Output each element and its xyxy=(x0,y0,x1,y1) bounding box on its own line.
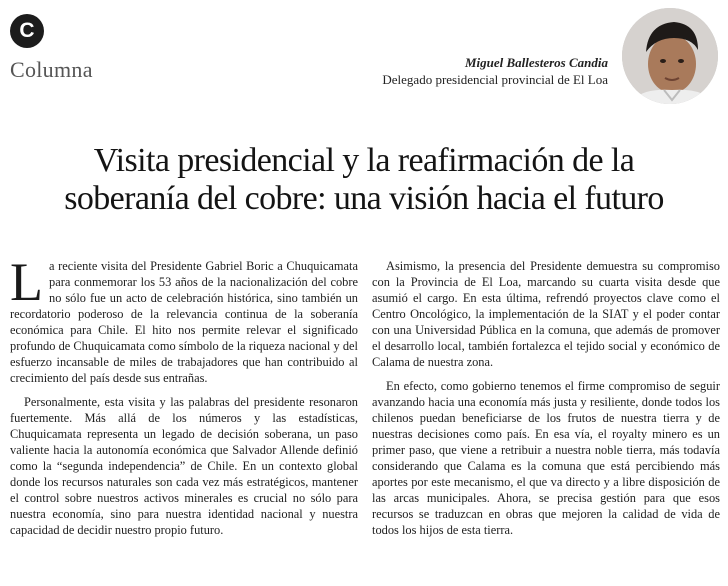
byline xyxy=(382,54,608,89)
paragraph: En efecto, como gobierno tenemos el firme compromiso de seguir avanzando hacia una economía más justa y resiliente, donde todos los chilenos puedan beneficiarse de los frutos de nuestra tierra y de nuestras decisiones como país. En esa vía, el royalty minero es un primer paso, que viene a retribuir a nuestra noble tierra, más todavía considerando que Calama es la comuna que está percibiendo más aportes por este mecanismo, el que va directo y a libre disposición de las arcas municipales. Ahora, se precisa gestión para que esos recursos se traduzcan en obras que mejoren la calidad de vida de todos los hijos de esta tierra. xyxy=(372,379,720,537)
article-body xyxy=(10,252,720,546)
section-badge: C xyxy=(10,14,44,48)
paragraph-text: a reciente visita del Presidente Gabriel Boric a Chuquicamata para conmemorar los 53 años de la nacionalización del cobre no sólo fue un acto de celebración histórica, sino también un recordatorio poderoso de la relevancia continua de la soberanía económica para Chile. El hito nos permite relevar el significado profundo de Chuquicamata como símbolo de la riqueza nacional y del esfuerzo incansable de miles de trabajadores que han contribuido al crecimiento del país desde sus entrañas. xyxy=(10,259,358,385)
author-portrait-image xyxy=(622,8,718,104)
paragraph: Asimismo, la presencia del Presidente demuestra su compromiso con la Provincia de El Loa, marcando su cuarta visita desde que asumió el cargo. En esta última, refrendó proyectos clave como el Centro Oncológico, la implementación de la SIAT y el poder contar con una Universidad Pública en la comuna, que además de promover el desarrollo local, también fortalezca el tejido social y económico de Calama de nuestra zona. xyxy=(372,259,720,369)
article-column-2 xyxy=(372,258,720,546)
headline xyxy=(0,142,728,218)
article-column-1 xyxy=(10,252,358,546)
author-name: Miguel Ballesteros Candia xyxy=(464,55,608,70)
author-role: Delegado presidencial provincial de El Loa xyxy=(382,72,608,87)
section-label: Columna xyxy=(10,57,93,82)
paragraph xyxy=(10,252,358,386)
paragraph: Personalmente, esta visita y las palabras del presidente resonaron fuertemente. Más allá de los números y las estadísticas, Chuquicamata representa un legado de decisión soberana, un paso valiente hacia la autonomía económica que Salvador Allende definió como la “segunda independencia” de Chile. En un contexto global donde los recursos naturales son cada vez más estratégicos, mantener el control sobre nuestros activos minerales es crucial no sólo para nuestra economía, sino para nuestra identidad nacional y nuestra capacidad de decidir nuestro propio futuro. xyxy=(10,395,358,537)
author-photo xyxy=(622,8,718,104)
headline-line-1: Visita presidencial y la reafirmación de la xyxy=(93,142,635,179)
headline-line-2: soberanía del cobre: una visión hacia el futuro xyxy=(64,180,664,217)
drop-cap: L xyxy=(10,252,43,312)
